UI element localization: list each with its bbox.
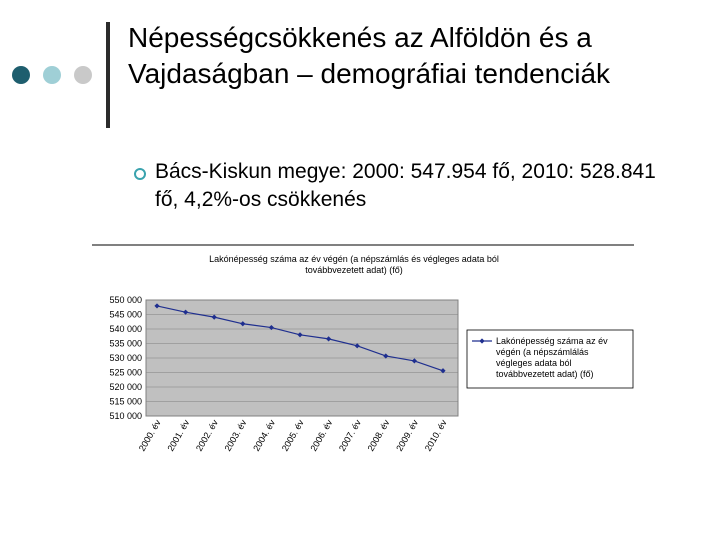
- y-tick-label: 525 000: [109, 367, 142, 378]
- x-tick-label: 2007. év: [337, 418, 363, 453]
- x-tick-label: 2009. év: [394, 418, 421, 453]
- legend-label: Lakónépesség száma az év végén (a népszámlálás végleges adata ból továbbvezetett adat) (fő): [496, 336, 608, 379]
- x-tick-label: 2010. év: [422, 418, 449, 453]
- slide-title: Népességcsökkenés az Alföldön és a Vajdaságban – demográfiai tendenciák: [128, 22, 611, 89]
- y-tick-label: 520 000: [109, 382, 142, 392]
- y-tick-label: 545 000: [109, 309, 142, 320]
- x-tick-label: 2000. év: [136, 418, 163, 453]
- x-tick-label: 2008. év: [365, 418, 392, 453]
- bullet-text: Bács-Kiskun megye: 2000: 547.954 fő, 2010: 528.841 fő, 4,2%-os csökkenés: [155, 160, 656, 211]
- chart-legend: [467, 330, 633, 388]
- x-tick-label: 2002. év: [194, 418, 220, 453]
- y-tick-label: 510 000: [109, 411, 142, 421]
- y-tick-label: 540 000: [109, 324, 142, 334]
- decorative-dots: [12, 66, 96, 84]
- y-tick-label: 550 000: [109, 295, 142, 305]
- title-divider: [106, 22, 110, 128]
- chart-title-text: Lakónépesség száma az év végén (a népszámlás és végleges adata ból továbbvezetett adat) (fő): [209, 254, 499, 275]
- x-tick-label: 2001. év: [165, 418, 192, 453]
- dot-gray-icon: [74, 66, 92, 84]
- y-tick-label: 530 000: [109, 353, 142, 363]
- x-tick-label: 2004. év: [251, 418, 278, 453]
- x-tick-label: 2003. év: [222, 418, 249, 453]
- dot-light-icon: [43, 66, 61, 84]
- population-chart: [88, 238, 638, 470]
- y-tick-label: 515 000: [109, 396, 142, 407]
- y-tick-label: 535 000: [109, 338, 142, 349]
- hollow-circle-icon: [134, 168, 146, 180]
- chart-title: [209, 254, 499, 275]
- x-tick-label: 2006. év: [308, 418, 335, 453]
- x-tick-label: 2005. év: [279, 418, 306, 453]
- chart-svg: [88, 238, 638, 470]
- dot-dark-icon: [12, 66, 30, 84]
